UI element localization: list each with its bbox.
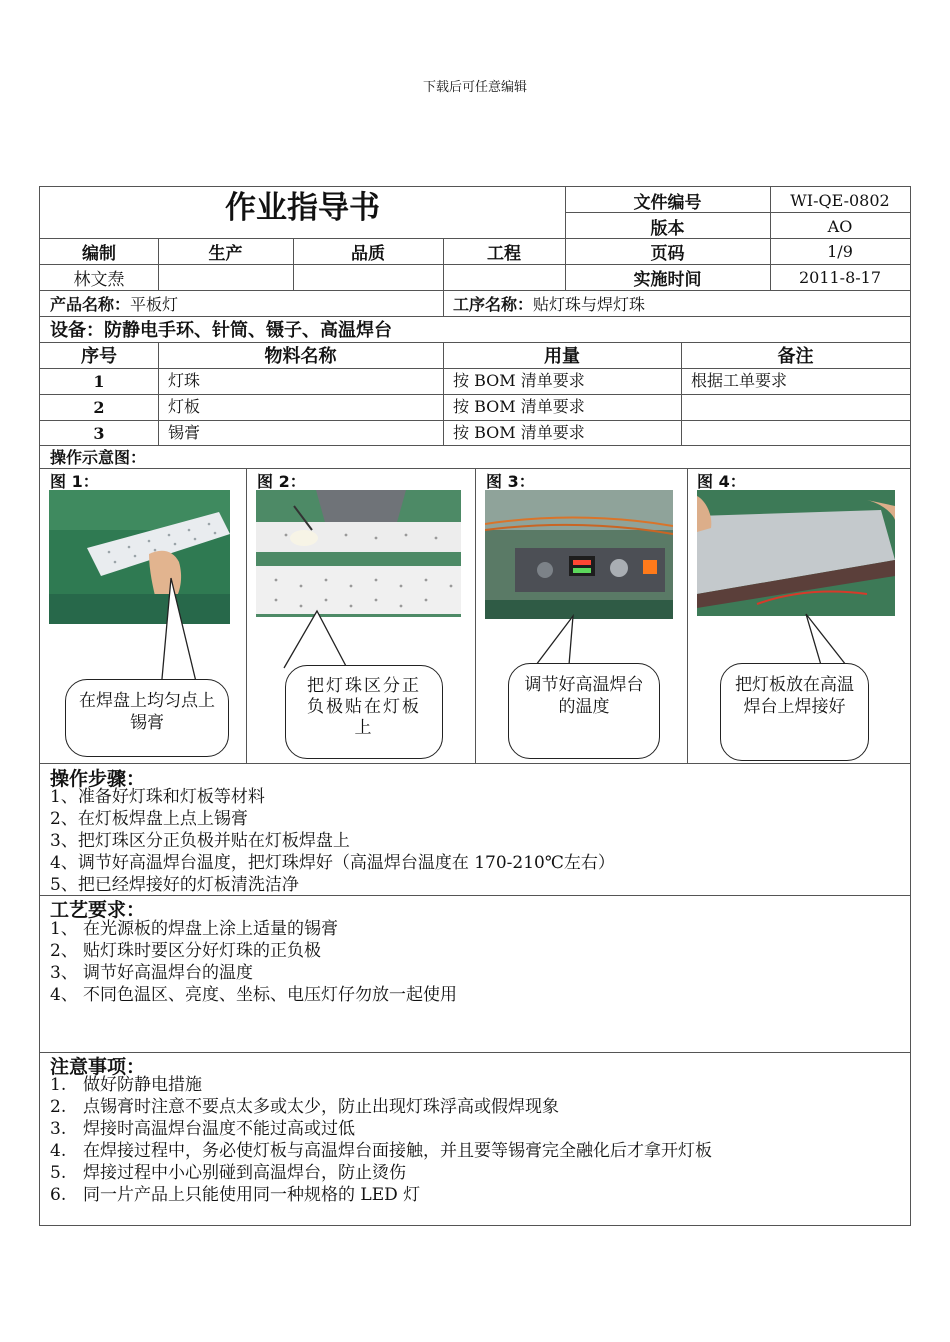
- craft-item: [50, 940, 457, 962]
- note-item-number: 4.: [50, 1141, 67, 1161]
- material-row-1-name: 灯珠: [168, 370, 201, 390]
- steps-title: 操作步骤：: [50, 768, 146, 790]
- step-item: 2、在灯板焊盘上点上锡膏: [50, 809, 248, 829]
- quality-label: 品质: [351, 243, 385, 264]
- craft-item: [50, 984, 457, 1006]
- note-item-text: 焊接时高温焊台温度不能过高或过低: [83, 1119, 355, 1139]
- craft-item-number: 2、: [50, 941, 78, 961]
- step-item: 5、把已经焊接好的灯板清洗洁净: [50, 875, 299, 895]
- note-item-number: 6.: [50, 1185, 67, 1205]
- material-row-1-note: 根据工单要求: [691, 370, 788, 390]
- note-item-text: 焊接过程中小心别碰到高温焊台，防止烫伤: [83, 1163, 406, 1183]
- craft-title: 工艺要求：: [50, 899, 146, 921]
- col-header-no: 序号: [81, 346, 117, 367]
- craft-item: [50, 962, 457, 984]
- top-note: 下载后可任意编辑: [422, 80, 527, 95]
- note-item-text: 点锡膏时注意不要点太多或太少，防止出现灯珠浮高或假焊现象: [83, 1097, 559, 1117]
- version: AO: [827, 216, 853, 236]
- craft-item-text: 调节好高温焊台的温度: [83, 963, 253, 983]
- note-item-text: 同一片产品上只能使用同一种规格的 LED 灯: [83, 1185, 421, 1205]
- figure-4-label: 图 4：: [697, 471, 746, 491]
- craft-item-text: 在光源板的焊盘上涂上适量的锡膏: [83, 919, 338, 939]
- process-name: 贴灯珠与焊灯珠: [533, 294, 646, 314]
- author-label: 编制: [82, 243, 116, 264]
- material-row-1-no: 1: [93, 371, 105, 391]
- note-item: [50, 1162, 712, 1184]
- note-item-number: 2.: [50, 1097, 67, 1117]
- note-item: [50, 1118, 712, 1140]
- craft-item-text: 不同色温区、亮度、坐标、电压灯仔勿放一起使用: [83, 985, 457, 1005]
- figure-3-caption: 调节好高温焊台的温度: [508, 663, 660, 759]
- note-item: [50, 1074, 712, 1096]
- production-label: 生产: [208, 243, 243, 264]
- col-header-material: 物料名称: [264, 346, 337, 367]
- craft-item-text: 贴灯珠时要区分好灯珠的正负极: [83, 941, 321, 961]
- note-item: [50, 1140, 712, 1162]
- steps-list: [50, 786, 615, 896]
- effective-date: 2011-8-17: [798, 267, 882, 287]
- diagram-label: 操作示意图：: [50, 448, 147, 467]
- figure-2-caption: 把灯珠区分正负极贴在灯板上: [285, 665, 443, 759]
- note-item-number: 5.: [50, 1163, 67, 1183]
- note-item: [50, 1096, 712, 1118]
- note-item-text: 在焊接过程中，务必使灯板与高温焊台面接触，并且要等锡膏完全融化后才拿开灯板: [83, 1141, 712, 1161]
- material-row-2-qty: 按 BOM 清单要求: [453, 396, 585, 416]
- material-row-1-qty: 按 BOM 清单要求: [453, 370, 585, 390]
- note-item-number: 3.: [50, 1119, 67, 1139]
- page-number: 1/9: [827, 241, 853, 261]
- material-row-3-qty: 按 BOM 清单要求: [453, 422, 585, 442]
- step-item: 3、把灯珠区分正负极并贴在灯板焊盘上: [50, 831, 350, 851]
- step-item: 1、准备好灯珠和灯板等材料: [50, 787, 265, 807]
- figure-1-caption: 在焊盘上均匀点上锡膏: [65, 679, 229, 757]
- craft-list: [50, 918, 457, 1006]
- effective-date-label: 实施时间: [633, 269, 702, 290]
- material-row-2-no: 2: [93, 397, 105, 417]
- page-label: 页码: [650, 243, 685, 264]
- material-row-3-name: 锡膏: [168, 422, 201, 442]
- figure-1-label: 图 1：: [50, 471, 99, 491]
- note-item-text: 做好防静电措施: [83, 1075, 202, 1095]
- product-name: 平板灯: [130, 294, 179, 314]
- process-name-label: 工序名称：: [453, 294, 534, 314]
- notes-list: [50, 1074, 712, 1206]
- note-item-number: 1.: [50, 1075, 67, 1095]
- equipment: 设备：防静电手环、针筒、镊子、高温焊台: [50, 320, 392, 341]
- craft-item-number: 4、: [50, 985, 78, 1005]
- note-item: [50, 1184, 712, 1206]
- figure-4-caption: 把灯板放在高温焊台上焊接好: [720, 663, 869, 761]
- file-number-label: 文件编号: [633, 192, 702, 213]
- product-name-label: 产品名称：: [50, 294, 131, 314]
- document-title: 作业指导书: [225, 189, 380, 226]
- craft-item: [50, 918, 457, 940]
- version-label: 版本: [650, 218, 685, 239]
- craft-item-number: 3、: [50, 963, 78, 983]
- figure-2-label: 图 2：: [257, 471, 306, 491]
- engineering-label: 工程: [487, 243, 521, 264]
- file-number: WI-QE-0802: [790, 190, 890, 210]
- material-row-3-no: 3: [93, 423, 105, 443]
- figure-3-label: 图 3：: [486, 471, 535, 491]
- col-header-quantity: 用量: [544, 346, 580, 367]
- craft-item-number: 1、: [50, 919, 78, 939]
- step-item: 4、调节好高温焊台温度，把灯珠焊好（高温焊台温度在 170-210℃左右）: [50, 853, 615, 873]
- work-instruction-document: [39, 186, 911, 1226]
- notes-title: 注意事项：: [50, 1056, 146, 1078]
- material-row-2-name: 灯板: [168, 396, 201, 416]
- author-name: 林文焘: [73, 269, 125, 290]
- col-header-remark: 备注: [777, 346, 814, 367]
